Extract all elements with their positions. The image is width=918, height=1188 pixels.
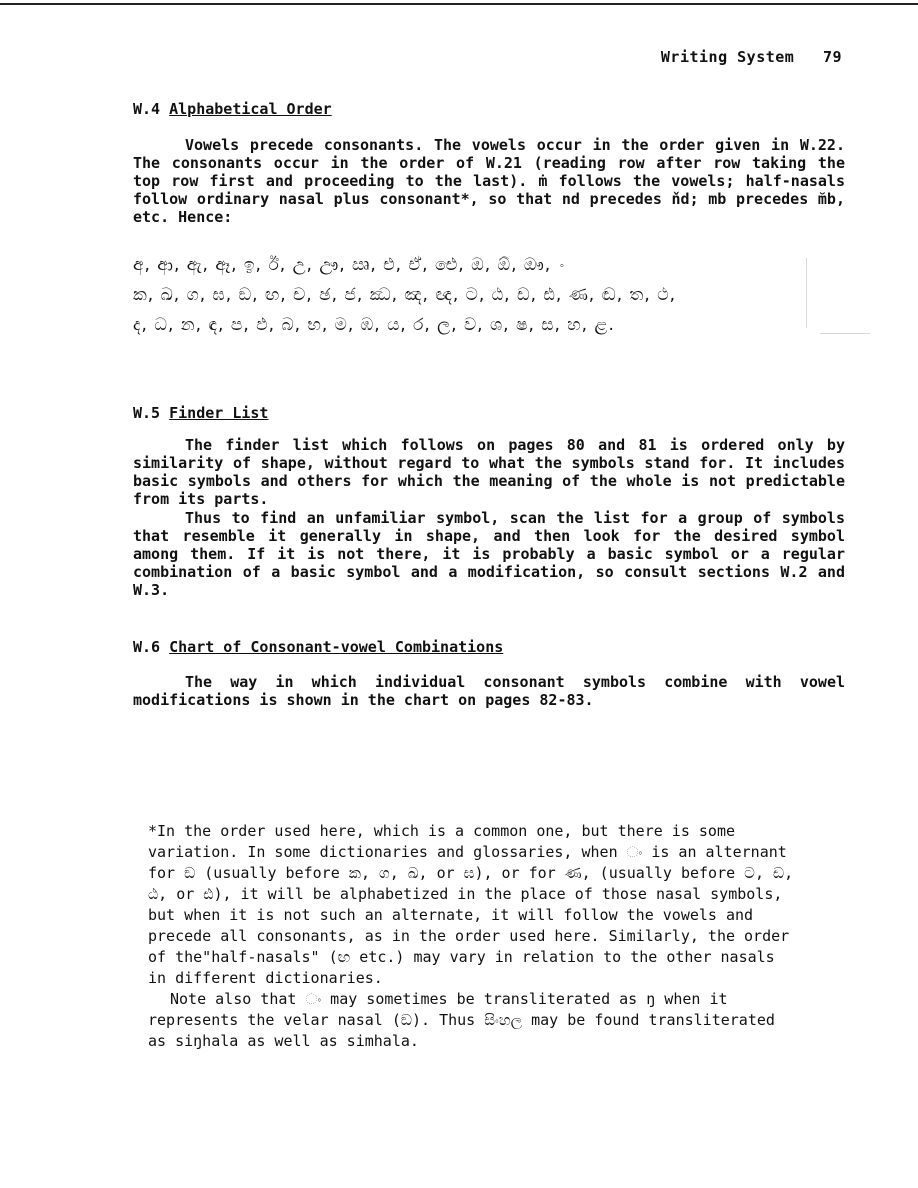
section-number: W.6 [133, 638, 161, 656]
symbol-line-vowels: අ, ආ, ඇ, ඈ, ඉ, ඊ, උ, ඌ, ඍ, එ, ඒ, ඓ, ඔ, ඕ, ඖ, ං [133, 255, 566, 275]
paragraph-text: The finder list which follows on pages 80 and 81 is ordered only by similarity of shape, without regard to what the symbols stand for. It includes basic symbols and others for which the meaning of the whole is not predictable from its parts. [133, 436, 845, 508]
section-title: Finder List [169, 404, 269, 422]
finder-list-paragraph-2 [133, 509, 845, 599]
footnote-paragraph-2 [148, 989, 798, 1052]
running-title: Writing System [660, 48, 795, 66]
paragraph-text: Note also that ං may sometimes be transliterated as ŋ when it represents the velar nasal (ඞ). Thus සිංහල may be found transliterated as siŋhala as well as simhala. [148, 990, 775, 1050]
section-number: W.5 [133, 404, 161, 422]
section-heading-w6 [133, 638, 503, 656]
symbol-line-consonants-1: ක, ඛ, ග, ඝ, ඞ, ඟ, ච, ඡ, ජ, ඣ, ඤ, ඥ, ට, ඨ, ඩ, ඪ, ණ, ඬ, ත, ථ, [133, 285, 677, 305]
top-rule [0, 3, 918, 5]
scan-artifact [820, 333, 870, 334]
finder-list-paragraph-1 [133, 436, 845, 508]
section-number: W.4 [133, 100, 161, 118]
section-title: Chart of Consonant-vowel Combinations [169, 638, 504, 656]
section-title: Alphabetical Order [169, 100, 332, 118]
paragraph-text: The way in which individual consonant symbols combine with vowel modifications is shown in the chart on pages 82-83. [133, 673, 845, 709]
sinhala-alphabet-order [133, 250, 813, 340]
alphabetical-order-paragraph [133, 136, 845, 226]
page-number: 79 [822, 48, 842, 66]
chart-paragraph [133, 673, 845, 709]
section-heading-w5 [133, 404, 268, 422]
symbol-line-consonants-2: ද, ධ, න, ඳ, ප, ඵ, බ, භ, ම, ඹ, ය, ර, ල, ව, ශ, ෂ, ස, හ, ළ. [133, 315, 615, 335]
paragraph-text: Thus to find an unfamiliar symbol, scan the list for a group of symbols that resemble it generally in shape, and then look for the desired symbol among them. If it is not there, it is probably a basic symbol or a regular combination of a basic symbol and a modification, so consult sections W.2 and W.3. [133, 509, 845, 599]
scan-artifact [806, 258, 807, 328]
footnote [148, 821, 798, 1052]
section-heading-w4 [133, 100, 332, 118]
running-header [661, 48, 842, 66]
footnote-paragraph-1: *In the order used here, which is a common one, but there is some variation. In some dictionaries and glossaries, when ං is an alternant for ඞ (usually before ක, ග, ඛ, or ඝ), or for ණ, (usually before ට, ඩ, ඨ, or ඪ), it will be alphabetized in the place of those nasal symbols, but when it is not such an alternate, it will follow the vowels and precede all consonants, as in the order used here. Similarly, the order of the"half-nasals" (ඟ etc.) may vary in relation to the other nasals in different dictionaries. [148, 822, 794, 987]
paragraph-text: Vowels precede consonants. The vowels occur in the order given in W.22. The consonants occur in the order of W.21 (reading row after row taking the top row first and proceeding to the last). ṁ follows the vowels; half-nasals follow ordinary nasal plus consonant*, so that nd precedes ňd; mb precedes m̆b, etc. Hence: [133, 136, 845, 226]
